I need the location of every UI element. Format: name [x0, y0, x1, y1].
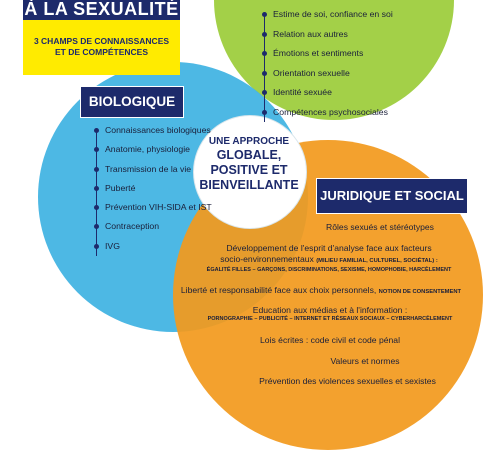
- list-item: Connaissances biologiques: [94, 125, 234, 144]
- list-item: Émotions et sentiments: [262, 48, 412, 68]
- list-item: Transmission de la vie: [94, 164, 234, 183]
- orange-item-analyse: Développement de l'esprit d'analyse face aux facteurs socio-environnementaux (MILIEU FAMILIAL, CULTUREL, SOCIÉTAL) : ÉGALITÉ FILLES – GARÇONS, DISCRIMINATIONS, SEXISME, HOMOPHOBIE, HARCÈLEMENT: [206, 243, 452, 273]
- label-biologique: BIOLOGIQUE: [80, 86, 184, 118]
- list-item: Identité sexuée: [262, 87, 412, 107]
- center-line-1: UNE APPROCHE: [208, 136, 290, 147]
- orange-item-roles: Rôles sexués et stéréotypes: [326, 222, 434, 232]
- green-list: [262, 9, 412, 126]
- list-item: Contraception: [94, 221, 234, 240]
- label-juridique-social: JURIDIQUE ET SOCIAL: [316, 178, 468, 214]
- list-item: Orientation sexuelle: [262, 68, 412, 88]
- orange-item-liberte: Liberté et responsabilité face aux choix personnels, NOTION DE CONSENTEMENT: [180, 285, 462, 295]
- orange-item-medias: Education aux médias et à l'information : PORNOGRAPHIE – PUBLICITÉ – INTERNET ET RÉSEAUX SOCIAUX – CYBERHARCÈLEMENT: [207, 305, 453, 322]
- list-item: Anatomie, physiologie: [94, 144, 234, 163]
- page-title: À LA SEXUALITÉ: [23, 0, 180, 20]
- list-item: Compétences psychosociales: [262, 107, 412, 127]
- list-item: IVG: [94, 241, 234, 260]
- center-line-4: BIENVEILLANTE: [199, 178, 299, 192]
- page-subtitle: 3 CHAMPS DE CONNAISSANCES ET DE COMPÉTENCES: [33, 36, 170, 57]
- center-line-2: GLOBALE,: [216, 148, 282, 162]
- center-text: [197, 135, 301, 193]
- orange-item-lois: Lois écrites : code civil et code pénal: [260, 335, 400, 345]
- orange-item-valeurs: Valeurs et normes: [330, 356, 400, 366]
- list-item: Relation aux autres: [262, 29, 412, 49]
- list-item: Puberté: [94, 183, 234, 202]
- orange-item-prevention: Prévention des violences sexuelles et sexistes: [259, 376, 436, 386]
- title-box: [23, 0, 180, 75]
- list-item: Estime de soi, confiance en soi: [262, 9, 412, 29]
- center-line-3: POSITIVE ET: [210, 163, 288, 177]
- list-item: Prévention VIH-SIDA et IST: [94, 202, 234, 221]
